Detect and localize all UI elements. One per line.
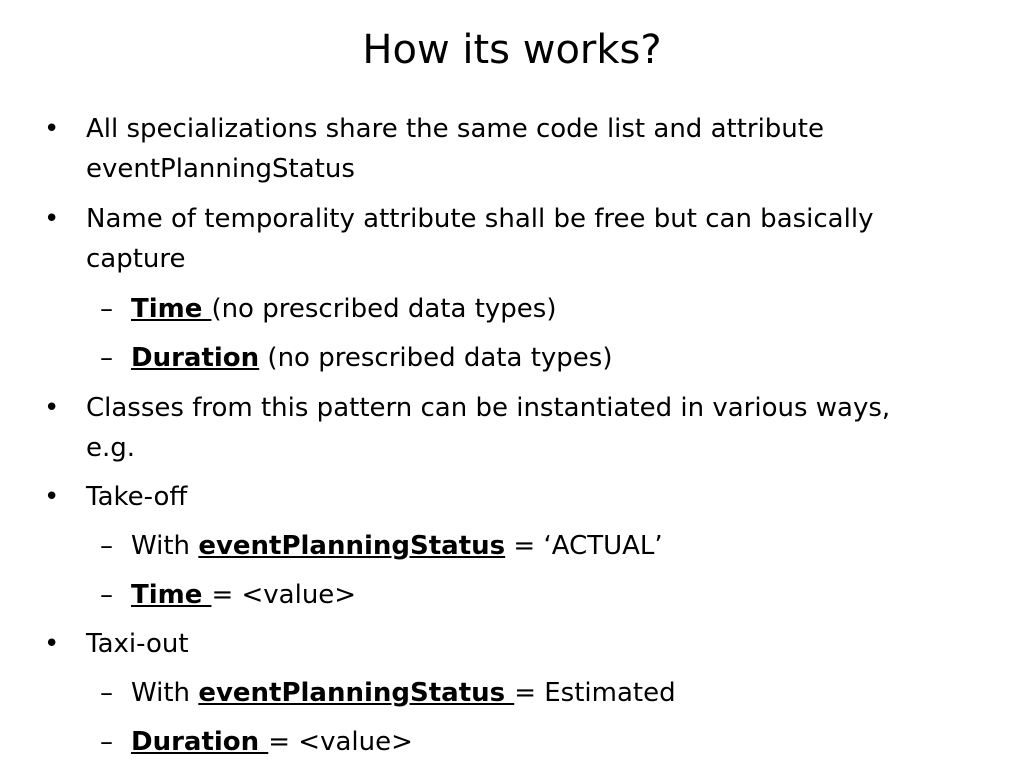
bullet-icon: • bbox=[44, 114, 60, 144]
term-description: (no prescribed data types) bbox=[211, 294, 557, 324]
dash-icon: – bbox=[100, 294, 113, 324]
term-label: Time bbox=[131, 580, 212, 610]
bullet-icon: • bbox=[44, 482, 60, 512]
list-item-text: capture bbox=[86, 244, 186, 274]
bullet-icon: • bbox=[44, 204, 60, 234]
term-description: = ‘ACTUAL’ bbox=[505, 531, 663, 561]
term-prefix: With bbox=[131, 678, 199, 708]
term-label: Duration bbox=[131, 343, 260, 373]
dash-icon: – bbox=[100, 580, 113, 610]
sub-item bbox=[131, 341, 612, 375]
sub-item bbox=[131, 676, 676, 710]
term-description: = <value> bbox=[211, 580, 357, 610]
slide-title: How its works? bbox=[362, 27, 662, 73]
term-label: Time bbox=[131, 294, 212, 324]
term-description: (no prescribed data types) bbox=[259, 343, 613, 373]
sub-item bbox=[131, 529, 663, 563]
sub-item bbox=[131, 292, 556, 326]
term-prefix: With bbox=[131, 531, 199, 561]
list-item-text: Classes from this pattern can be instantiated in various ways, bbox=[86, 393, 891, 423]
dash-icon: – bbox=[100, 727, 113, 757]
term-description: = <value> bbox=[268, 727, 413, 757]
bullet-icon: • bbox=[44, 629, 60, 659]
term-label: eventPlanningStatus bbox=[198, 531, 506, 561]
dash-icon: – bbox=[100, 531, 113, 561]
list-item-text: e.g. bbox=[86, 433, 136, 463]
bullet-icon: • bbox=[44, 393, 60, 423]
list-item-text: Name of temporality attribute shall be free but can basically bbox=[86, 204, 874, 234]
term-label: Duration bbox=[131, 727, 269, 757]
list-item-text: Taxi-out bbox=[86, 629, 189, 659]
dash-icon: – bbox=[100, 343, 113, 373]
list-item-text: All specializations share the same code list and attribute bbox=[86, 114, 824, 144]
term-description: = Estimated bbox=[514, 678, 676, 708]
dash-icon: – bbox=[100, 678, 113, 708]
sub-item bbox=[131, 725, 413, 759]
list-item-text: Take-off bbox=[86, 482, 188, 512]
sub-item bbox=[131, 578, 356, 612]
list-item-text: eventPlanningStatus bbox=[86, 154, 355, 184]
term-label: eventPlanningStatus bbox=[198, 678, 515, 708]
